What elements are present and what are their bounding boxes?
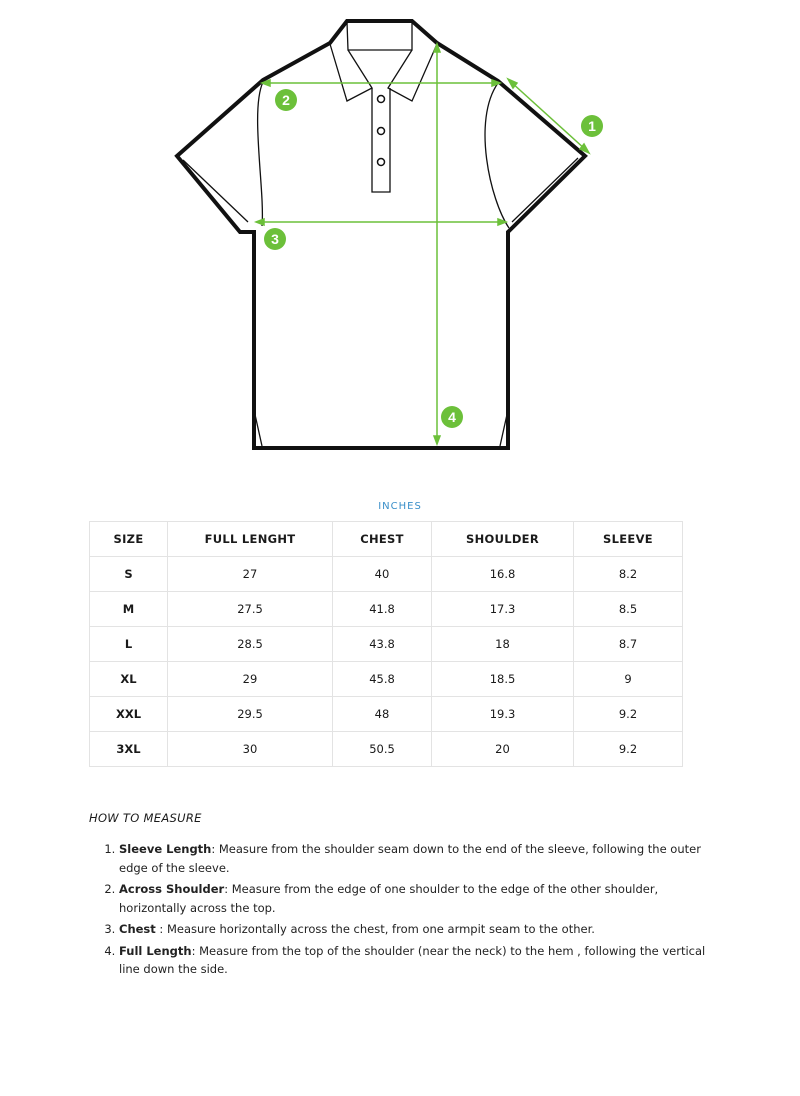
table-row [90,557,683,592]
cell-chest: 40 [333,557,432,592]
cell-sleeve: 8.7 [574,627,683,662]
cell-shoulder: 18.5 [432,662,574,697]
svg-text:1: 1 [588,118,596,134]
step-text: : Measure from the edge of one shoulder to the edge of the other shoulder, horizontally across the top. [119,882,659,915]
cell-chest: 45.8 [333,662,432,697]
cell-size: L [90,627,168,662]
cell-shoulder: 19.3 [432,697,574,732]
list-item [119,880,709,917]
cell-chest: 48 [333,697,432,732]
button-3 [378,159,385,166]
cell-full-length: 27 [168,557,333,592]
step-term: Chest [119,922,156,936]
step-text: : Measure from the top of the shoulder (near the neck) to the hem , following the vertical line down the side. [119,943,706,976]
cell-shoulder: 16.8 [432,557,574,592]
step-term: Across Shoulder [119,882,225,896]
step-term: Full Length [119,943,192,958]
how-to-measure-title: HOW TO MEASURE [89,811,202,825]
cell-full-length: 29.5 [168,697,333,732]
marker-3 [264,228,286,250]
list-item [119,920,709,939]
marker-1 [581,115,603,137]
marker-4 [441,406,463,428]
header-full-length: FULL LENGHT [168,522,333,557]
list-item [119,942,709,979]
cell-shoulder: 20 [432,732,574,767]
cell-size: S [90,557,168,592]
list-item [119,840,709,877]
cell-full-length: 27.5 [168,592,333,627]
cell-shoulder: 17.3 [432,592,574,627]
cell-shoulder: 18 [432,627,574,662]
header-size: SIZE [90,522,168,557]
cell-sleeve: 9.2 [574,697,683,732]
step-text: : Measure from the shoulder seam down to the end of the sleeve, following the outer edge of the sleeve. [119,842,701,875]
cell-sleeve: 8.5 [574,592,683,627]
table-row [90,592,683,627]
svg-text:2: 2 [282,92,290,108]
table-row [90,662,683,697]
header-sleeve: SLEEVE [574,522,683,557]
button-2 [378,128,385,135]
cell-chest: 50.5 [333,732,432,767]
cell-size: M [90,592,168,627]
cell-full-length: 28.5 [168,627,333,662]
cell-chest: 43.8 [333,627,432,662]
measure-steps-list [90,840,709,982]
units-label: INCHES [378,501,422,512]
cell-size: XL [90,662,168,697]
header-shoulder: SHOULDER [432,522,574,557]
marker-2 [275,89,297,111]
table-header-row [90,522,683,557]
button-1 [378,96,385,103]
cell-full-length: 29 [168,662,333,697]
cell-sleeve: 9 [574,662,683,697]
cell-size: 3XL [90,732,168,767]
shirt-outline [177,21,585,448]
svg-text:3: 3 [271,231,279,247]
table-row [90,732,683,767]
svg-text:4: 4 [448,409,456,425]
size-chart-table [89,521,683,767]
table-row [90,627,683,662]
step-text: : Measure horizontally across the chest, from one armpit seam to the other. [155,922,595,936]
polo-shirt-diagram [0,0,800,470]
cell-full-length: 30 [168,732,333,767]
cell-size: XXL [90,697,168,732]
cell-sleeve: 9.2 [574,732,683,767]
table-row [90,697,683,732]
step-term: Sleeve Length [119,842,212,856]
cell-chest: 41.8 [333,592,432,627]
cell-sleeve: 8.2 [574,557,683,592]
header-chest: CHEST [333,522,432,557]
